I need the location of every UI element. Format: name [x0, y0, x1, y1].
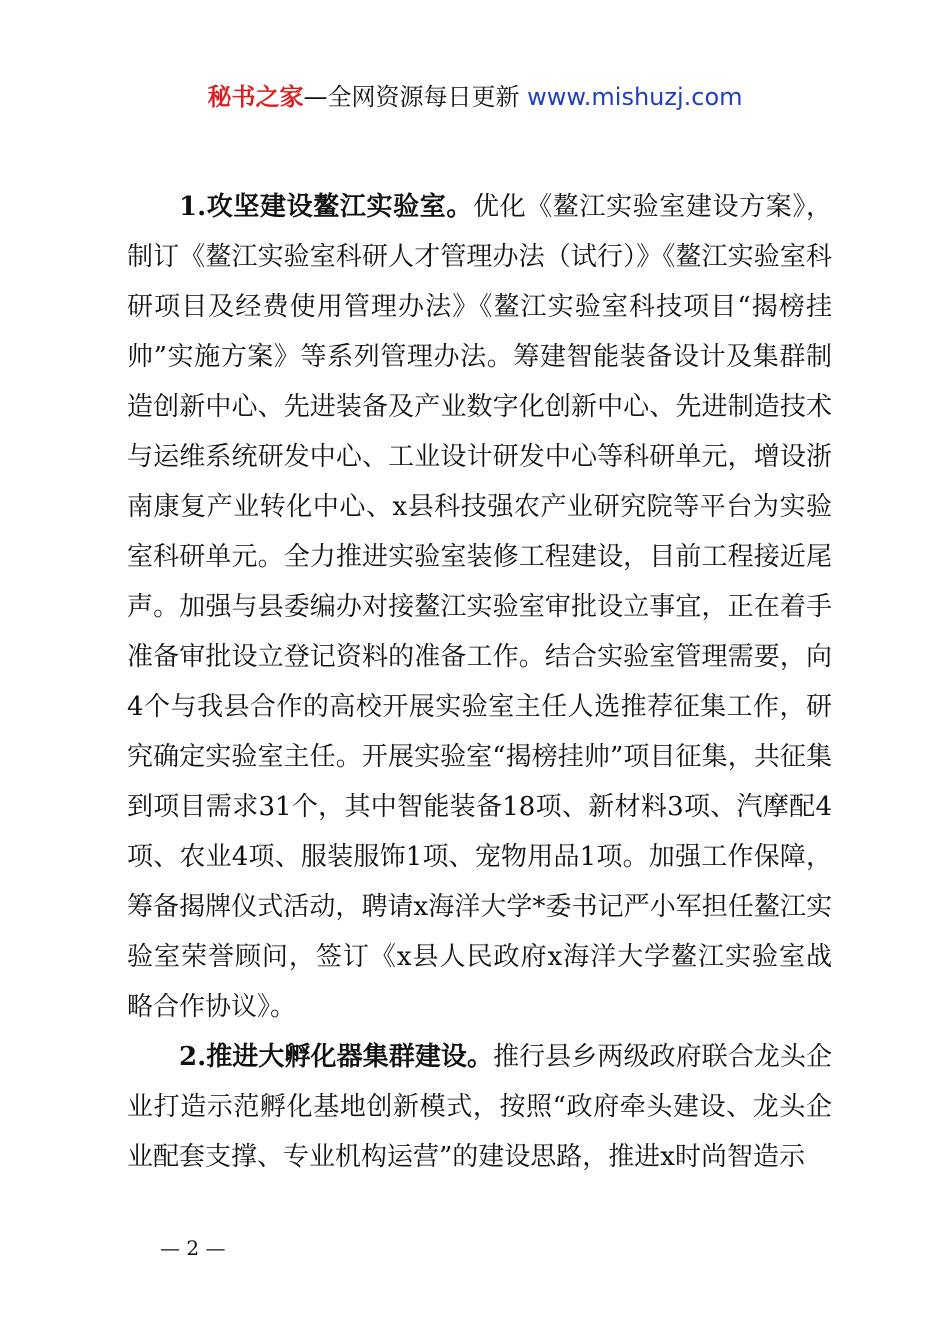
brand-name: 秘书之家	[207, 83, 304, 111]
paragraph-1-heading: 1.攻坚建设鳌江实验室。	[179, 192, 473, 222]
page-number: — 2 —	[160, 1236, 226, 1260]
paragraph-2-text: 推行县乡两级政府联合龙头企业打造示范孵化基地创新模式，按照“政府牵头建设、龙头企业配套支撑、专业机构运营”的建设思路，推进x时尚智造示	[127, 1042, 832, 1172]
document-body	[127, 182, 832, 1182]
paragraph-1	[127, 182, 832, 1032]
site-url-link[interactable]: www.mishuzj.com	[527, 83, 743, 111]
paragraph-2-heading: 2.推进大孵化器集群建设。	[179, 1042, 494, 1072]
paragraph-1-text: 优化《鳌江实验室建设方案》，制订《鳌江实验室科研人才管理办法（试行）》《鳌江实验室科研项目及经费使用管理办法》《鳌江实验室科技项目“揭榜挂帅”实施方案》等系列管理办法。筹建智能装备设计及集群制造创新中心、先进装备及产业数字化创新中心、先进制造技术与运维系统研发中心、工业设计研发中心等科研单元，增设浙南康复产业转化中心、x县科技强农产业研究院等平台为实验室科研单元。全力推进实验室装修工程建设，目前工程接近尾声。加强与县委编办对接鳌江实验室审批设立事宜，正在着手准备审批设立登记资料的准备工作。结合实验室管理需要，向4个与我县合作的高校开展实验室主任人选推荐征集工作，研究确定实验室主任。开展实验室“揭榜挂帅”项目征集，共征集到项目需求31个，其中智能装备18项、新材料3项、汽摩配4项、农业4项、服装服饰1项、宠物用品1项。加强工作保障，筹备揭牌仪式活动，聘请x海洋大学*委书记严小军担任鳌江实验室荣誉顾问，签订《x县人民政府x海洋大学鳌江实验室战略合作协议》。	[127, 192, 832, 1022]
header-tagline: —全网资源每日更新	[303, 83, 520, 111]
site-header	[0, 82, 950, 112]
paragraph-2	[127, 1032, 832, 1182]
